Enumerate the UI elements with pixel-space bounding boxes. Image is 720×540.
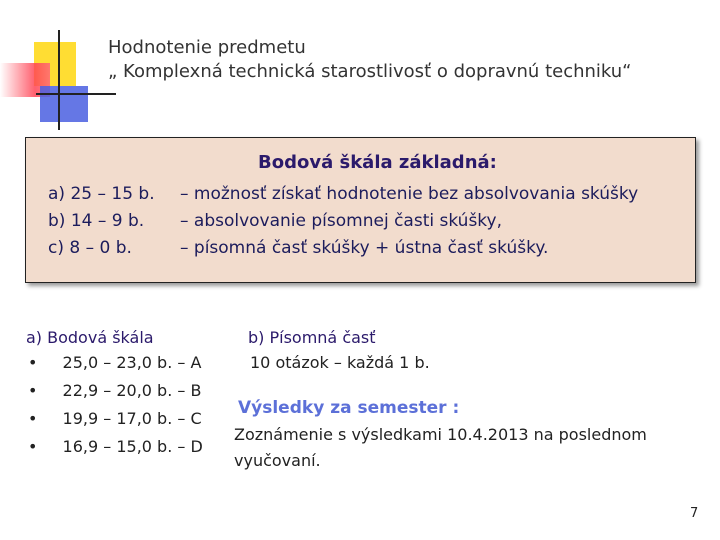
list-item bbox=[28, 353, 201, 372]
scale-row-desc-a: – možnosť získať hodnotenie bez absolvovania skúšky bbox=[180, 184, 639, 204]
bullet: • bbox=[28, 381, 38, 400]
slide-title bbox=[108, 36, 632, 84]
logo-horizontal-line bbox=[36, 93, 116, 95]
title-line-1: Hodnotenie predmetu bbox=[108, 37, 306, 58]
scale-row-desc-b: – absolvovanie písomnej časti skúšky, bbox=[180, 211, 503, 231]
written-part-text: 10 otázok – každá 1 b. bbox=[250, 353, 430, 372]
scale-a-item: 25,0 – 23,0 b. – A bbox=[62, 353, 202, 372]
logo-blue-square bbox=[40, 86, 88, 122]
list-item bbox=[28, 409, 202, 428]
scale-row-desc-c: – písomná časť skúšky + ústna časť skúšky. bbox=[180, 238, 549, 258]
bullet: • bbox=[28, 437, 38, 456]
scale-row-label-b: b) 14 – 9 b. bbox=[48, 211, 145, 231]
results-line-2: vyučovaní. bbox=[234, 451, 321, 470]
results-heading: Výsledky za semester : bbox=[238, 398, 460, 418]
scale-a-item: 19,9 – 17,0 b. – C bbox=[62, 409, 202, 428]
scale-a-heading: a) Bodová škála bbox=[26, 328, 154, 347]
logo-vertical-line bbox=[58, 30, 60, 130]
bullet: • bbox=[28, 409, 38, 428]
list-item bbox=[28, 381, 201, 400]
page-number: 7 bbox=[690, 506, 699, 521]
results-line-1: Zoznámenie s výsledkami 10.4.2013 na poslednom bbox=[234, 425, 647, 444]
scale-row-label-a: a) 25 – 15 b. bbox=[48, 184, 155, 204]
written-part-heading: b) Písomná časť bbox=[248, 328, 376, 347]
list-item bbox=[28, 437, 203, 456]
scale-a-item: 16,9 – 15,0 b. – D bbox=[62, 437, 203, 456]
scale-a-item: 22,9 – 20,0 b. – B bbox=[62, 381, 202, 400]
title-line-2: „ Komplexná technická starostlivosť o dopravnú techniku“ bbox=[108, 61, 632, 82]
scale-box-heading: Bodová škála základná: bbox=[258, 152, 497, 173]
bullet: • bbox=[28, 353, 38, 372]
scale-row-label-c: c) 8 – 0 b. bbox=[48, 238, 132, 258]
